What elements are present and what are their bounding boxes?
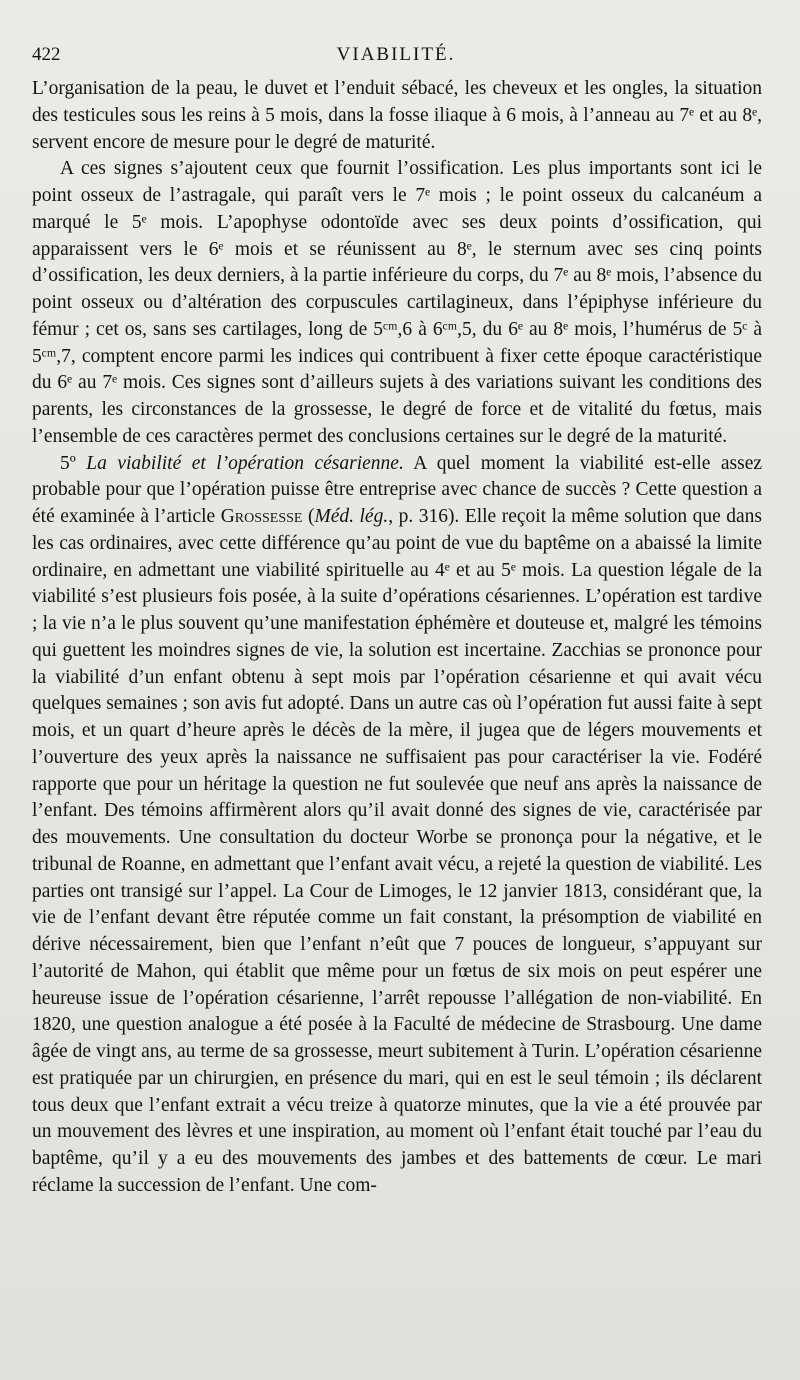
paragraph-cesarean [32, 451, 762, 1200]
paragraph-cesarean-body: Elle reçoit la même solution que dans les cas ordinaires, avec cette différence qu’au point de vue du baptême on a abaissé la limite ordinaire, en admettant une viabilité spirituelle au 4ᵉ et au 5ᵉ mois. La question légale de la viabilité s’est plusieurs fois posée, à la suite d’opérations césariennes. L’opération est tardive ; la vie n’a le plus souvent qu’une manifestation éphémère et douteuse et, malgré les témoins qui guettent les moindres signes de vie, la solution est incertaine. Zacchias se prononce pour la viabilité d’un enfant obtenu à sept mois par l’opération césarienne et qui avait vécu quelques semaines ; son avis fut adopté. Dans un autre cas où l’opération fut aussi faite à sept mois, et un quart d’heure après le décès de la mère, il jugea que de légers mouvements et l’ouverture des yeux après la naissance ne suffisaient pas pour caractériser la vie. Fodéré rapporte que pour un héritage la question ne fut soulevée que neuf ans après la naissance de l’enfant. Des témoins affirmèrent alors qu’il avait donné des signes de vie, caractérisée par des mouvements. Une consultation du docteur Worbe se prononça pour la négative, et le tribunal de Roanne, en admettant que l’enfant avait vécu, a rejeté la question de viabilité. Les parties ont transigé sur l’appel. La Cour de Limoges, le 12 janvier 1813, considérant que, la vie de l’enfant devant être réputée comme un fait constant, la présomption de viabilité en dérive nécessairement, bien que l’enfant n’eût que 7 pouces de longueur, s’appuyant sur l’autorité de Mahon, qui établit que même pour un fœtus de six mois on peut espérer une heureuse issue de l’opération césarienne, l’arrêt repousse l’allégation de non-viabilité. En 1820, une question analogue a été posée à la Faculté de médecine de Strasbourg. Une dame âgée de vingt ans, au terme de sa grossesse, meurt subitement à Turin. L’opération césarienne est pratiquée par un chirurgien, en présence du mari, qui en est le seul témoin ; ils déclarent tous deux que l’enfant extrait a vécu treize à quatorze minutes, que la vie a été prouvée par un mouvement des lèvres et une inspiration, au moment où l’enfant était touché par l’eau du baptême, qu’il y a eu des mouvements des jambes et des battements de cœur. Le mari réclame la succession de l’enfant. Une com- [32, 506, 763, 1196]
paragraph-maturity-signs: L’organisation de la peau, le duvet et l’enduit sébacé, les cheveux et les ongles, la situation des testicules sous les reins à 5 mois, dans la fosse iliaque à 6 mois, à l’anneau au 7ᵉ et au 8ᵉ, servent encore de mesure pour le degré de maturité. [32, 78, 762, 153]
page-number: 422 [32, 44, 61, 65]
section-heading: La viabilité et l’opération césarienne. [86, 452, 404, 474]
citation-page: , p. 316). [388, 506, 460, 527]
body-text [32, 76, 762, 1200]
paragraph-cesarean-intro: A quel moment la viabilité est-elle assez probable pour que l’opération puisse être entreprise avec chance de succès ? Cette question a été examinée à l’article [32, 452, 763, 527]
running-title: VIABILITÉ. [336, 44, 456, 65]
citation-open: ( [307, 506, 315, 527]
section-number: 5º [60, 452, 76, 474]
citation-source: Méd. lég. [314, 506, 389, 527]
article-reference: Grossesse [220, 506, 303, 527]
page-header [32, 44, 760, 72]
paragraph-ossification: A ces signes s’ajoutent ceux que fournit l’ossification. Les plus importants sont ici le point osseux de l’astragale, qui paraît vers le 7ᵉ mois ; le point osseux du calcanéum a marqué le 5ᵉ mois. L’apophyse odontoïde avec ses deux points d’ossification, qui apparaissent vers le 6ᵉ mois et se réunissent au 8ᵉ, le sternum avec ses cinq points d’ossification, les deux derniers, à la partie inférieure du corps, du 7ᵉ au 8ᵉ mois, l’absence du point osseux ou d’altération des corpuscules cartilagineux, dans l’épiphyse inférieure du fémur ; cet os, sans ses cartilages, long de 5ᶜᵐ,6 à 6ᶜᵐ,5, du 6ᵉ au 8ᵉ mois, l’humérus de 5ᶜ à 5ᶜᵐ,7, comptent encore parmi les indices qui contribuent à fixer cette époque caractéristique du 6ᵉ au 7ᵉ mois. Ces signes sont d’ailleurs sujets à des variations suivant les conditions des parents, les circonstances de la grossesse, le degré de force et de vitalité du fœtus, mais l’ensemble de ces caractères permet des conclusions certaines sur le degré de la maturité. [32, 158, 762, 447]
